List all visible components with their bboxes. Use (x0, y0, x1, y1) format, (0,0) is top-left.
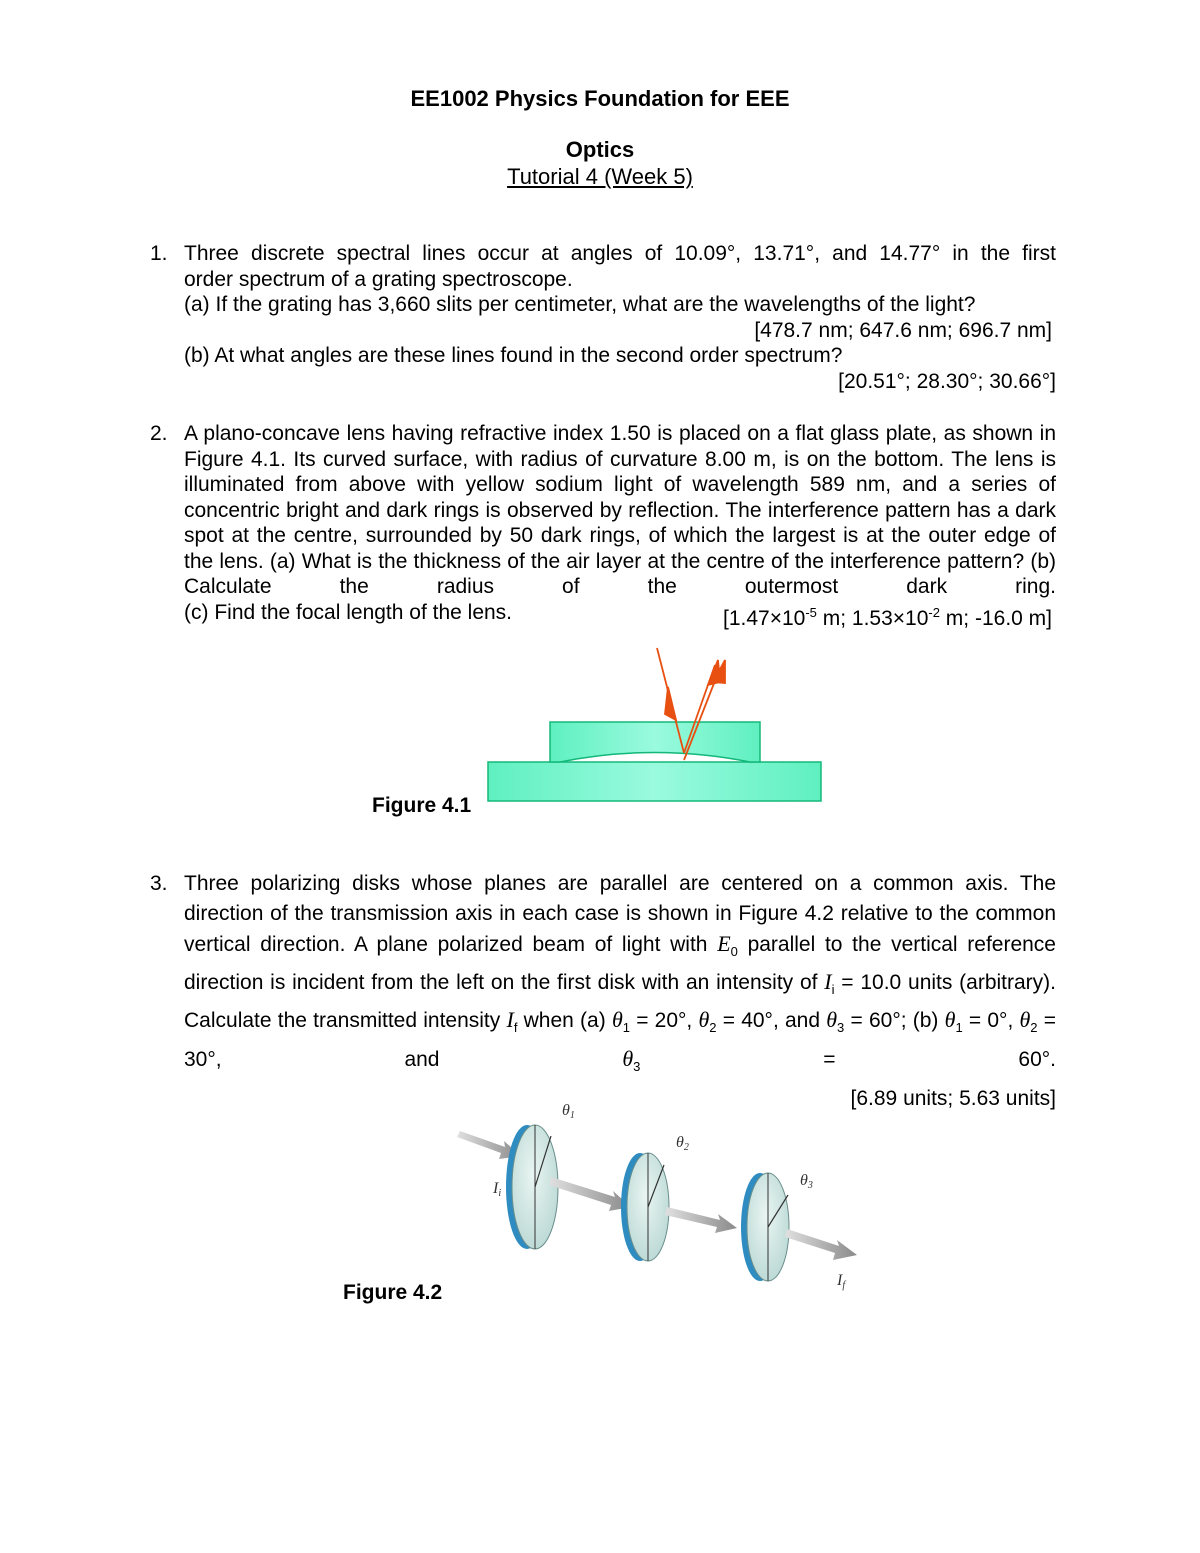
beam-arrow-1 (549, 1177, 631, 1211)
glass-plate (488, 762, 821, 801)
course-title: EE1002 Physics Foundation for EEE (410, 86, 790, 111)
question-text: order spectrum of a grating spectroscope. (184, 267, 573, 291)
topic-title: Optics (565, 137, 635, 162)
figure-4-2-label: Figure 4.2 (343, 1281, 443, 1304)
question-number: 2. (150, 422, 168, 445)
question-3 (150, 869, 1056, 1114)
answer-a: [478.7 nm; 647.6 nm; 696.7 nm] (754, 318, 1052, 342)
incident-intensity-label: Ii (493, 1180, 502, 1199)
question-1 (150, 241, 1056, 394)
figure-4-2-diagram (455, 1095, 865, 1305)
answer-2: [$1.47\times 10^{-5}$ m; $1.53\times 10^{-2}$ m; -16.0 m] (723, 604, 1052, 630)
answer-b: [20.51°; 28.30°; 30.66°] (838, 369, 1056, 393)
tutorial-label: Tutorial 4 (Week 5) (507, 164, 693, 189)
theta-1-label: θ1 (562, 1102, 575, 1121)
answer-3: [6.89 units; 5.63 units] (850, 1086, 1056, 1110)
beam-arrow-out (785, 1229, 857, 1260)
ray-arrowhead (665, 687, 676, 720)
part-c-text: (c) Find the focal length of the lens. (184, 600, 513, 624)
beam-arrow-2 (665, 1207, 737, 1233)
question-part-c (184, 600, 1056, 630)
question-text: Three discrete spectral lines occur at angles of 10.09°, 13.71°, and 14.77° in the first (184, 242, 1056, 265)
polarizer-disk-3 (741, 1173, 789, 1281)
final-intensity-label: If (837, 1272, 846, 1291)
question-2 (150, 421, 1056, 630)
figure-4-1-diagram (480, 640, 830, 810)
question-part-b: (b) At what angles are these lines found in the second order spectrum? (184, 344, 843, 367)
theta-2-label: θ2 (676, 1134, 689, 1153)
question-part-a: (a) If the grating has 3,660 slits per centimeter, what are the wavelengths of the light? (184, 293, 976, 316)
question-number: 3. (150, 872, 168, 895)
figure-4-1-label: Figure 4.1 (372, 794, 472, 817)
question-text: A plano-concave lens having refractive index 1.50 is placed on a flat glass plate, as shown in Figure 4.1. Its curved surface, with radius of curvature 8.00 m, is on the bottom. The lens is illuminated from above with yellow sodium light of wavelength 589 nm, and a series of concentric bright and dark rings is observed by reflection. The interference pattern has a dark spot at the centre, surrounded by 50 dark rings, of which the largest is at the outer edge of the lens. (a) What is the thickness of the air layer at the centre of the interference pattern? (b) Calculate the radius of the outermost dark ring. (184, 422, 1056, 598)
plano-concave-lens (550, 722, 760, 762)
question-text: Three polarizing disks whose planes are parallel are centered on a common axis. The direction of the transmission axis in each case is shown in Figure 4.2 relative to the common vertical direction. A plane polarized beam of light with $E_0$ parallel to the vertical reference direction is incident from the left on the first disk with an intensity of $I_i = 10.0$ units (arbitrary). Calculate the transmitted intensity $I_f$ when (a) $\theta_1 = 20^\circ$, $\theta_2 = 40^\circ$, and $\theta_3 = 60^\circ$; (b) $\theta_1 = 0^\circ$, $\theta_2 = 30^\circ$, and $\theta_3 = 60^\circ$. (184, 872, 1057, 1074)
polarizer-disk-1 (506, 1125, 558, 1249)
polarizer-disk-2 (621, 1153, 669, 1261)
theta-3-label: θ3 (800, 1172, 813, 1191)
question-number: 1. (150, 242, 168, 265)
